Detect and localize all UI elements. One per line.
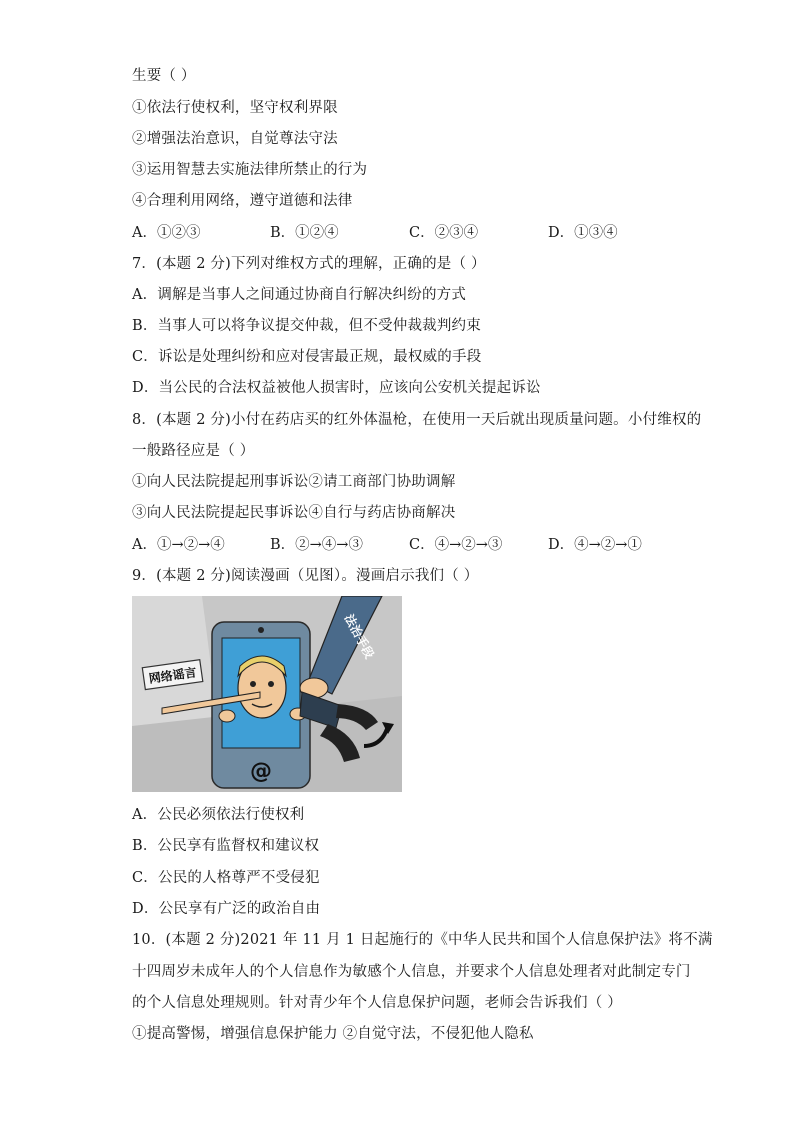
q8-option-c[interactable]: C．④→②→③ <box>409 537 503 553</box>
q8-option-d[interactable]: D．④→②→① <box>548 537 642 553</box>
q9-option-a[interactable]: A．公民必须依法行使权利 <box>132 807 305 823</box>
q10-stem-line-2: 十四周岁未成年人的个人信息作为敏感个人信息，并要求个人信息处理者对此制定专门 <box>132 964 691 980</box>
q6-option-c[interactable]: C．②③④ <box>409 225 479 241</box>
q8-option-b[interactable]: B．②→④→③ <box>270 537 363 553</box>
q7-stem: 7．(本题 2 分)下列对维权方式的理解，正确的是（ ） <box>132 256 486 272</box>
q9-option-c[interactable]: C．公民的人格尊严不受侵犯 <box>132 870 320 886</box>
q6-statement-4: ④合理利用网络，遵守道德和法律 <box>132 193 353 209</box>
q9-stem: 9．(本题 2 分)阅读漫画（见图）。漫画启示我们（ ） <box>132 568 479 584</box>
q7-option-c[interactable]: C．诉讼是处理纠纷和应对侵害最正规，最权威的手段 <box>132 349 482 365</box>
q8-statements-2: ③向人民法院提起民事诉讼④自行与药店协商解决 <box>132 505 456 521</box>
q6-stem-tail: 生要（ ） <box>132 68 196 84</box>
q7-option-d[interactable]: D．当公民的合法权益被他人损害时，应该向公安机关提起诉讼 <box>132 380 541 396</box>
q10-statements-1: ①提高警惕，增强信息保护能力 ②自觉守法，不侵犯他人隐私 <box>132 1026 534 1042</box>
q10-stem-line-3: 的个人信息处理规则。针对青少年个人信息保护问题，老师会告诉我们（ ） <box>132 995 622 1011</box>
q6-option-d[interactable]: D．①③④ <box>548 225 618 241</box>
q6-statement-1: ①依法行使权利，坚守权利界限 <box>132 100 338 116</box>
q8-option-a[interactable]: A．①→②→④ <box>132 537 225 553</box>
q8-stem-line-2: 一般路径应是（ ） <box>132 443 255 459</box>
cartoon-illustration <box>132 596 402 792</box>
q7-option-b[interactable]: B．当事人可以将争议提交仲裁，但不受仲裁裁判约束 <box>132 318 481 334</box>
q6-option-b[interactable]: B．①②④ <box>270 225 339 241</box>
q9-option-d[interactable]: D．公民享有广泛的政治自由 <box>132 901 321 917</box>
q6-statement-3: ③运用智慧去实施法律所禁止的行为 <box>132 162 368 178</box>
q10-stem-line-1: 10．(本题 2 分)2021 年 11 月 1 日起施行的《中华人民共和国个人信息保护法》将不满 <box>132 932 713 948</box>
law-means-label: 法治手段 <box>341 611 377 661</box>
q8-stem-line-1: 8．(本题 2 分)小付在药店买的红外体温枪，在使用一天后就出现质量问题。小付维权的 <box>132 412 702 428</box>
at-icon: @ <box>250 759 272 784</box>
q6-statement-2: ②增强法治意识，自觉尊法守法 <box>132 131 338 147</box>
rumor-label: 网络谣言 <box>147 665 198 686</box>
q8-statements-1: ①向人民法院提起刑事诉讼②请工商部门协助调解 <box>132 474 456 490</box>
q9-option-b[interactable]: B．公民享有监督权和建议权 <box>132 838 320 854</box>
rumor-cartoon <box>132 596 402 792</box>
q7-option-a[interactable]: A．调解是当事人之间通过协商自行解决纠纷的方式 <box>132 287 467 303</box>
q6-option-a[interactable]: A．①②③ <box>132 225 201 241</box>
